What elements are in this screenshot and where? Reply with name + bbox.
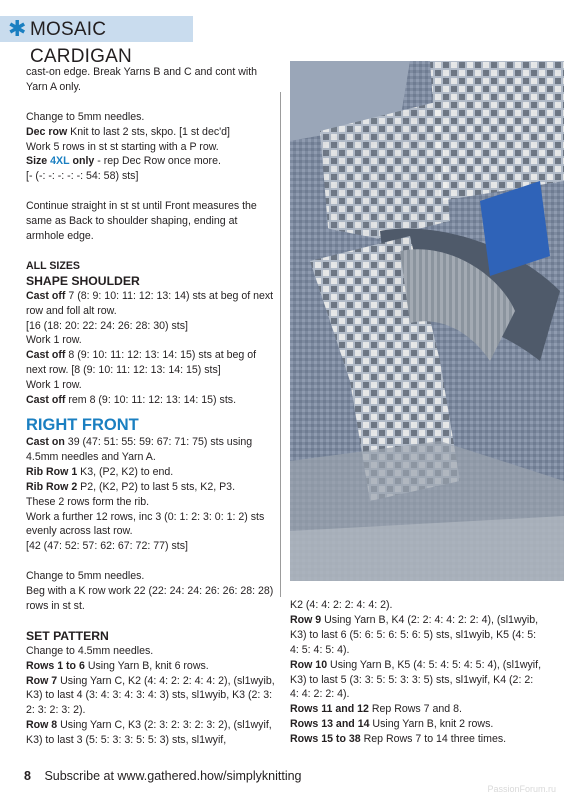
paragraph: Work 1 row. — [26, 379, 82, 392]
cardigan-photo — [290, 61, 564, 581]
paragraph: Row 7 Using Yarn C, K2 (4: 4: 2: 2: 4: 4: 2), (sl1wyib, K3) to last 4 (3: 4: 3: 4: 3: 4: 3) sts, sl1wyib, K3 (2: 3: 2: 3: 2: 3: 2). — [26, 674, 275, 717]
paragraph: Size 4XL only - rep Dec Row once more. — [26, 155, 221, 168]
paragraph: Continue straight in st st until Front measures the same as Back to shoulder shaping, ending at armhole edge. — [26, 200, 257, 242]
paragraph: These 2 rows form the rib. — [26, 495, 150, 508]
paragraph: [- (-: -: -: -: -: 54: 58) sts] — [26, 170, 139, 183]
paragraph: Cast off 7 (8: 9: 10: 11: 12: 13: 14) sts at beg of next row and foll alt row. — [26, 289, 274, 317]
paragraph: cast-on edge. Break Yarns B and C and cont with Yarn A only. — [26, 66, 258, 93]
paragraph: Cast off 8 (9: 10: 11: 12: 13: 14: 15) sts at beg of next row. [8 (9: 10: 11: 12: 13: 14: 15) sts] — [26, 349, 257, 377]
paragraph: Work a further 12 rows, inc 3 (0: 1: 2: 3: 0: 1: 2) sts evenly across last row. — [26, 510, 265, 538]
page-title: MOSAIC CARDIGAN — [30, 19, 132, 67]
page-footer — [24, 768, 302, 784]
paragraph: Change to 5mm needles. — [26, 110, 145, 123]
paragraph: Cast on 39 (47: 51: 55: 59: 67: 71: 75) sts using 4.5mm needles and Yarn A. — [26, 435, 253, 463]
right-column — [290, 598, 542, 747]
section-heading: RIGHT FRONT — [26, 415, 139, 434]
paragraph: Row 9 Using Yarn B, K4 (2: 2: 4: 4: 2: 2: 4), (sl1wyib, K3) to last 6 (5: 6: 5: 6: 5: 6: 5) sts, sl1wyib, K5 (4: 5: 4: 5: 4: 5: 4). — [290, 613, 539, 656]
paragraph: [16 (18: 20: 22: 24: 26: 28: 30) sts] — [26, 319, 188, 332]
paragraph: Rows 11 and 12 Rep Rows 7 and 8. — [290, 703, 462, 716]
paragraph: Rows 1 to 6 Using Yarn B, knit 6 rows. — [26, 659, 209, 672]
paragraph: Dec row Knit to last 2 sts, skpo. [1 st dec'd] — [26, 125, 230, 138]
section-heading: ALL SIZES — [26, 259, 80, 272]
left-column — [26, 65, 278, 748]
paragraph: Row 10 Using Yarn B, K5 (4: 5: 4: 5: 4: 5: 4), (sl1wyif, K3) to last 5 (3: 3: 5: 5: 3: 3: 5) sts, sl1wyif, K4 (2: 2: 4: 4: 2: 2: 4). — [290, 658, 542, 701]
paragraph: Change to 5mm needles. — [26, 570, 145, 583]
subscribe-link[interactable]: Subscribe at www.gathered.how/simplyknitting — [44, 769, 302, 783]
paragraph: Cast off rem 8 (9: 10: 11: 12: 13: 14: 15) sts. — [26, 394, 237, 407]
section-heading: SHAPE SHOULDER — [26, 273, 140, 288]
paragraph: Rib Row 1 K3, (P2, K2) to end. — [26, 465, 174, 478]
column-divider — [280, 92, 281, 597]
asterisk-flower-icon: ✱ — [8, 16, 27, 41]
paragraph: Work 5 rows in st st starting with a P row. — [26, 140, 219, 153]
paragraph: K2 (4: 4: 2: 2: 4: 4: 2). — [290, 599, 393, 611]
paragraph: Change to 4.5mm needles. — [26, 644, 154, 657]
paragraph: Beg with a K row work 22 (22: 24: 24: 26: 26: 28: 28) rows in st st. — [26, 585, 274, 612]
paragraph: Rows 15 to 38 Rep Rows 7 to 14 three times. — [290, 733, 507, 746]
paragraph: Row 8 Using Yarn C, K3 (2: 3: 2: 3: 2: 3: 2), (sl1wyif, K3) to last 3 (5: 5: 3: 3: 5: 5: 3) sts, sl1wyif, — [26, 719, 272, 747]
paragraph: Work 1 row. — [26, 334, 82, 347]
page-number: 8 — [24, 769, 31, 783]
watermark: PassionForum.ru — [487, 784, 556, 794]
paragraph: [42 (47: 52: 57: 62: 67: 72: 77) sts] — [26, 540, 188, 553]
paragraph: Rib Row 2 P2, (K2, P2) to last 5 sts, K2, P3. — [26, 480, 236, 493]
paragraph: Rows 13 and 14 Using Yarn B, knit 2 rows. — [290, 718, 494, 731]
section-heading: SET PATTERN — [26, 628, 109, 643]
header-banner — [0, 16, 193, 67]
